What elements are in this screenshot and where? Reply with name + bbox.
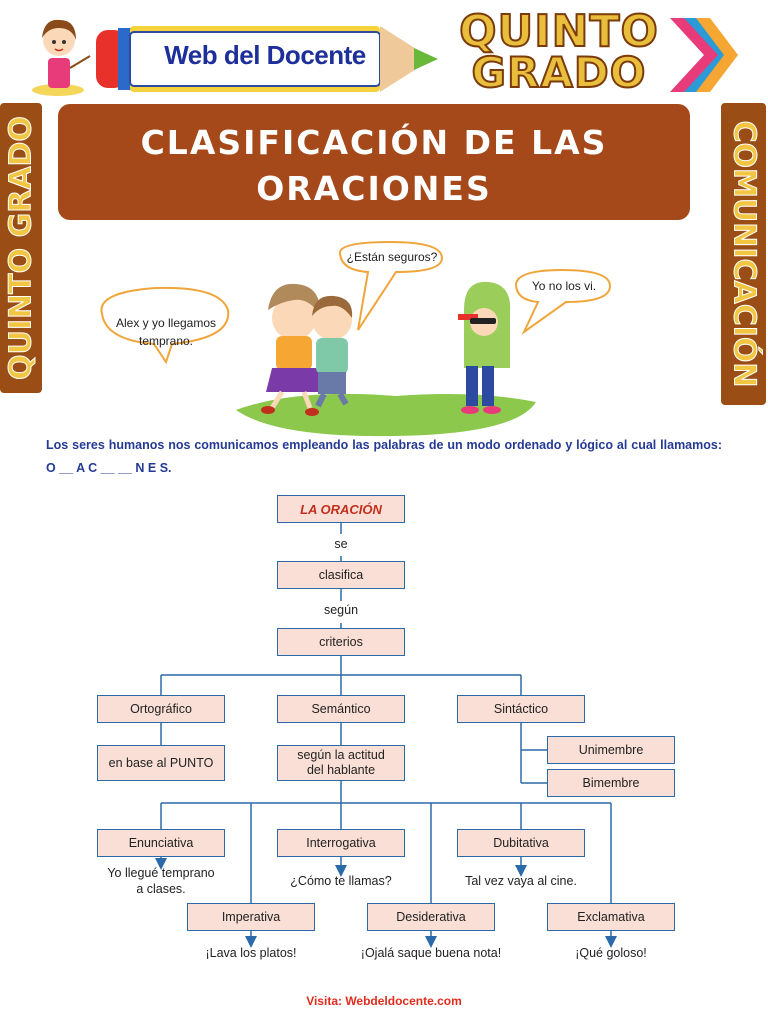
grade-title-line1: QUINTO	[459, 6, 659, 57]
kids-illustration	[96, 240, 616, 440]
node-imperativa: Imperativa	[187, 903, 315, 931]
node-actitud-hablante	[277, 745, 405, 781]
page-title	[58, 120, 690, 212]
teacher-mascot-icon	[26, 12, 96, 98]
logo-text: Web del Docente	[164, 39, 366, 70]
page-title-line2: ORACIONES	[256, 169, 492, 208]
speech-bubble-middle: ¿Están seguros?	[346, 250, 438, 264]
node-la-oracion: LA ORACIÓN	[277, 495, 405, 523]
side-banner-left	[0, 103, 42, 393]
node-unimembre: Unimembre	[547, 736, 675, 764]
example-exclamativa: ¡Qué goloso!	[575, 946, 647, 960]
node-ortografico: Ortográfico	[97, 695, 225, 723]
node-actitud-line2: del hablante	[306, 763, 376, 777]
footer-link[interactable]: Visita: Webdeldocente.com	[306, 994, 462, 1008]
node-dubitativa: Dubitativa	[457, 829, 585, 857]
node-enunciativa: Enunciativa	[97, 829, 225, 857]
link-label-segun: según	[323, 603, 359, 617]
node-semantico: Semántico	[277, 695, 405, 723]
example-dubitativa: Tal vez vaya al cine.	[465, 874, 577, 888]
classification-diagram	[0, 480, 768, 980]
node-exclamativa: Exclamativa	[547, 903, 675, 931]
node-sintactico: Sintáctico	[457, 695, 585, 723]
example-enunciativa-line2: a clases.	[136, 882, 186, 896]
node-criterios: criterios	[277, 628, 405, 656]
side-banner-left-text: QUINTO GRADO	[3, 116, 39, 380]
speech-bubble-left-line1: Alex y yo llegamos	[115, 316, 217, 330]
side-banner-right-text: COMUNICACIÓN	[726, 120, 761, 388]
page-title-line1: CLASIFICACIÓN DE LAS	[140, 123, 608, 162]
side-banner-right	[721, 103, 766, 405]
node-desiderativa: Desiderativa	[367, 903, 495, 931]
node-interrogativa: Interrogativa	[277, 829, 405, 857]
speech-bubble-left-line2: temprano.	[138, 334, 194, 348]
example-desiderativa: ¡Ojalá saque buena nota!	[360, 946, 502, 960]
node-clasifica: clasifica	[277, 561, 405, 589]
grade-title-line2: GRADO	[471, 48, 647, 97]
example-imperativa: ¡Lava los platos!	[205, 946, 297, 960]
node-actitud-line1: según la actitud	[297, 748, 385, 762]
example-enunciativa	[91, 865, 231, 897]
node-bimembre: Bimembre	[547, 769, 675, 797]
intro-paragraph: Los seres humanos nos comunicamos empleando las palabras de un modo ordenado y lógico al cual llamamos: O __ A C __ __ N E S.	[46, 438, 722, 475]
page-title-box	[58, 104, 690, 220]
speech-bubble-left	[104, 316, 228, 348]
speech-bubble-right: Yo no los vi.	[531, 279, 597, 293]
node-base-punto: en base al PUNTO	[97, 745, 225, 781]
link-label-se: se	[334, 537, 348, 551]
example-interrogativa: ¿Cómo te llamas?	[290, 874, 392, 888]
example-enunciativa-line1: Yo llegué temprano	[107, 866, 215, 880]
